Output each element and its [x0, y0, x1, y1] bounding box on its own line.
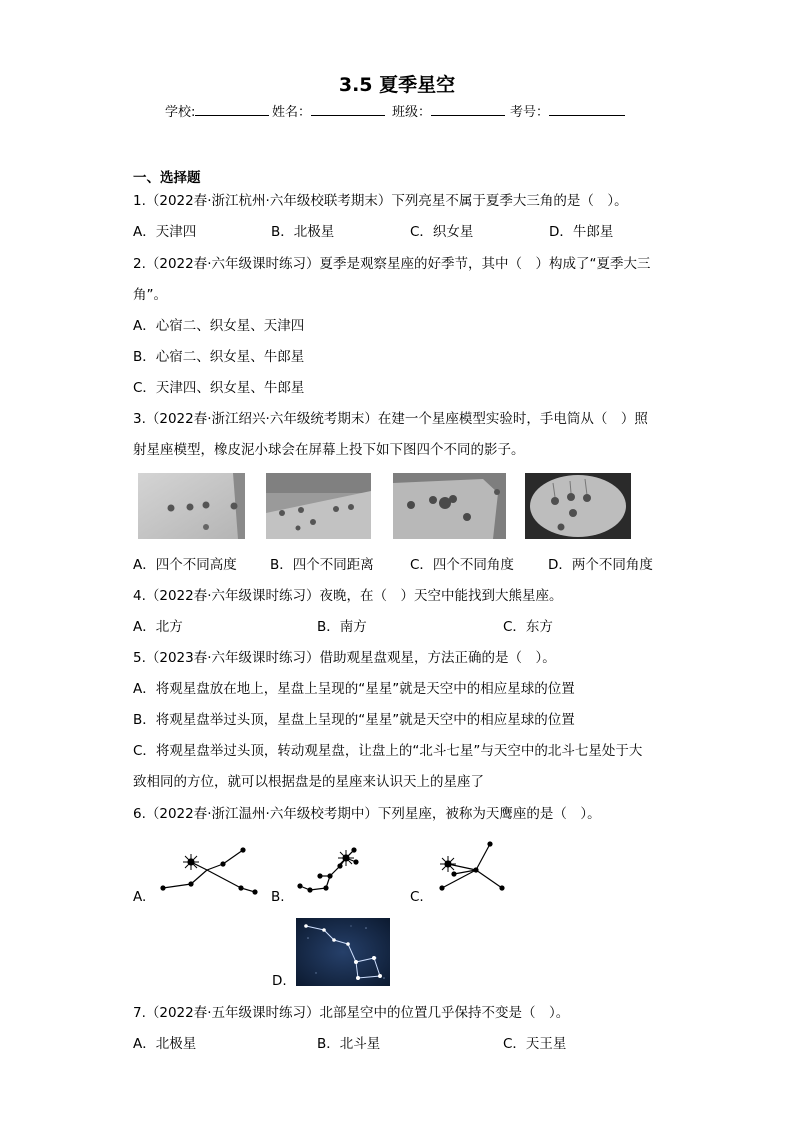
- q1-stem: 1.（2022春·浙江杭州·六年级校联考期末）下列亮星不属于夏季大三角的是（ ）。: [133, 193, 628, 209]
- q5-option-c-line1: C．将观星盘举过头顶，转动观星盘，让盘上的“北斗七星”与天空中的北斗七星处于大: [133, 743, 643, 759]
- q4-stem: 4.（2022春·六年级课时练习）夜晚，在（ ）天空中能找到大熊星座。: [133, 588, 563, 604]
- q1-option-c: C．织女星: [410, 224, 474, 240]
- q3-option-a: A．四个不同高度: [133, 557, 237, 573]
- q7-option-b: B．北斗星: [317, 1036, 381, 1052]
- number-field: [510, 101, 625, 120]
- school-field: [165, 101, 269, 120]
- q5-option-a: A．将观星盘放在地上，星盘上呈现的“星星”就是天空中的相应星球的位置: [133, 681, 575, 697]
- q6-constellation-b: [290, 840, 370, 904]
- q3-stem-1: 3.（2022春·浙江绍兴·六年级统考期末）在建一个星座模型实验时，手电筒从（ ）照: [133, 411, 648, 427]
- q1-option-b: B．北极星: [271, 224, 335, 240]
- q2-option-b: B．心宿二、织女星、牛郎星: [133, 349, 305, 365]
- q6-stem: 6.（2022春·浙江温州·六年级校考期中）下列星座，被称为天鹰座的是（ ）。: [133, 806, 601, 822]
- q3-option-d: D．两个不同角度: [548, 557, 653, 573]
- q7-stem: 7.（2022春·五年级课时练习）北部星空中的位置几乎保持不变是（ ）。: [133, 1005, 570, 1021]
- class-label: 班级：: [392, 105, 432, 120]
- name-label: 姓名：: [272, 105, 312, 120]
- q2-option-a: A．心宿二、织女星、天津四: [133, 318, 305, 334]
- q6-constellation-a: [155, 840, 265, 904]
- q1-option-a: A．天津四: [133, 224, 197, 240]
- q6-constellation-d: [296, 918, 390, 990]
- name-field: [272, 101, 385, 120]
- q6-label-c: C.: [410, 889, 424, 905]
- class-field: [392, 101, 505, 120]
- shadow-photo-4: [525, 473, 631, 539]
- shadow-photo-2: [266, 473, 371, 539]
- q5-option-b: B．将观星盘举过头顶，星盘上呈现的“星星”就是天空中的相应星球的位置: [133, 712, 575, 728]
- q7-option-c: C．天王星: [503, 1036, 567, 1052]
- q6-constellation-c: [432, 836, 522, 904]
- q7-option-a: A．北极星: [133, 1036, 197, 1052]
- q3-option-b: B．四个不同距离: [270, 557, 374, 573]
- page-title: 3.5 夏季星空: [338, 74, 456, 96]
- q4-option-c: C．东方: [503, 619, 553, 635]
- q2-option-c: C．天津四、织女星、牛郎星: [133, 380, 305, 396]
- q2-stem-2: 角”。: [133, 287, 167, 303]
- q6-label-d: D.: [272, 973, 287, 989]
- q3-stem-2: 射星座模型，橡皮泥小球会在屏幕上投下如下图四个不同的影子。: [133, 442, 525, 458]
- shadow-photo-3: [393, 473, 506, 539]
- q1-option-d: D．牛郎星: [549, 224, 614, 240]
- number-label: 考号：: [510, 105, 550, 120]
- section-heading: 一、选择题: [133, 170, 201, 186]
- shadow-photo-1: [138, 473, 245, 539]
- school-label: 学校:: [165, 105, 196, 120]
- q6-label-a: A.: [133, 889, 147, 905]
- q6-label-b: B.: [271, 889, 285, 905]
- q5-option-c-line2: 致相同的方位，就可以根据盘是的星座来认识天上的星座了: [133, 774, 484, 790]
- q4-option-b: B．南方: [317, 619, 367, 635]
- q2-stem-1: 2.（2022春·六年级课时练习）夏季是观察星座的好季节，其中（ ）构成了“夏季大三: [133, 256, 651, 272]
- q5-stem: 5.（2023春·六年级课时练习）借助观星盘观星，方法正确的是（ ）。: [133, 650, 556, 666]
- q4-option-a: A．北方: [133, 619, 183, 635]
- q3-option-c: C．四个不同角度: [410, 557, 514, 573]
